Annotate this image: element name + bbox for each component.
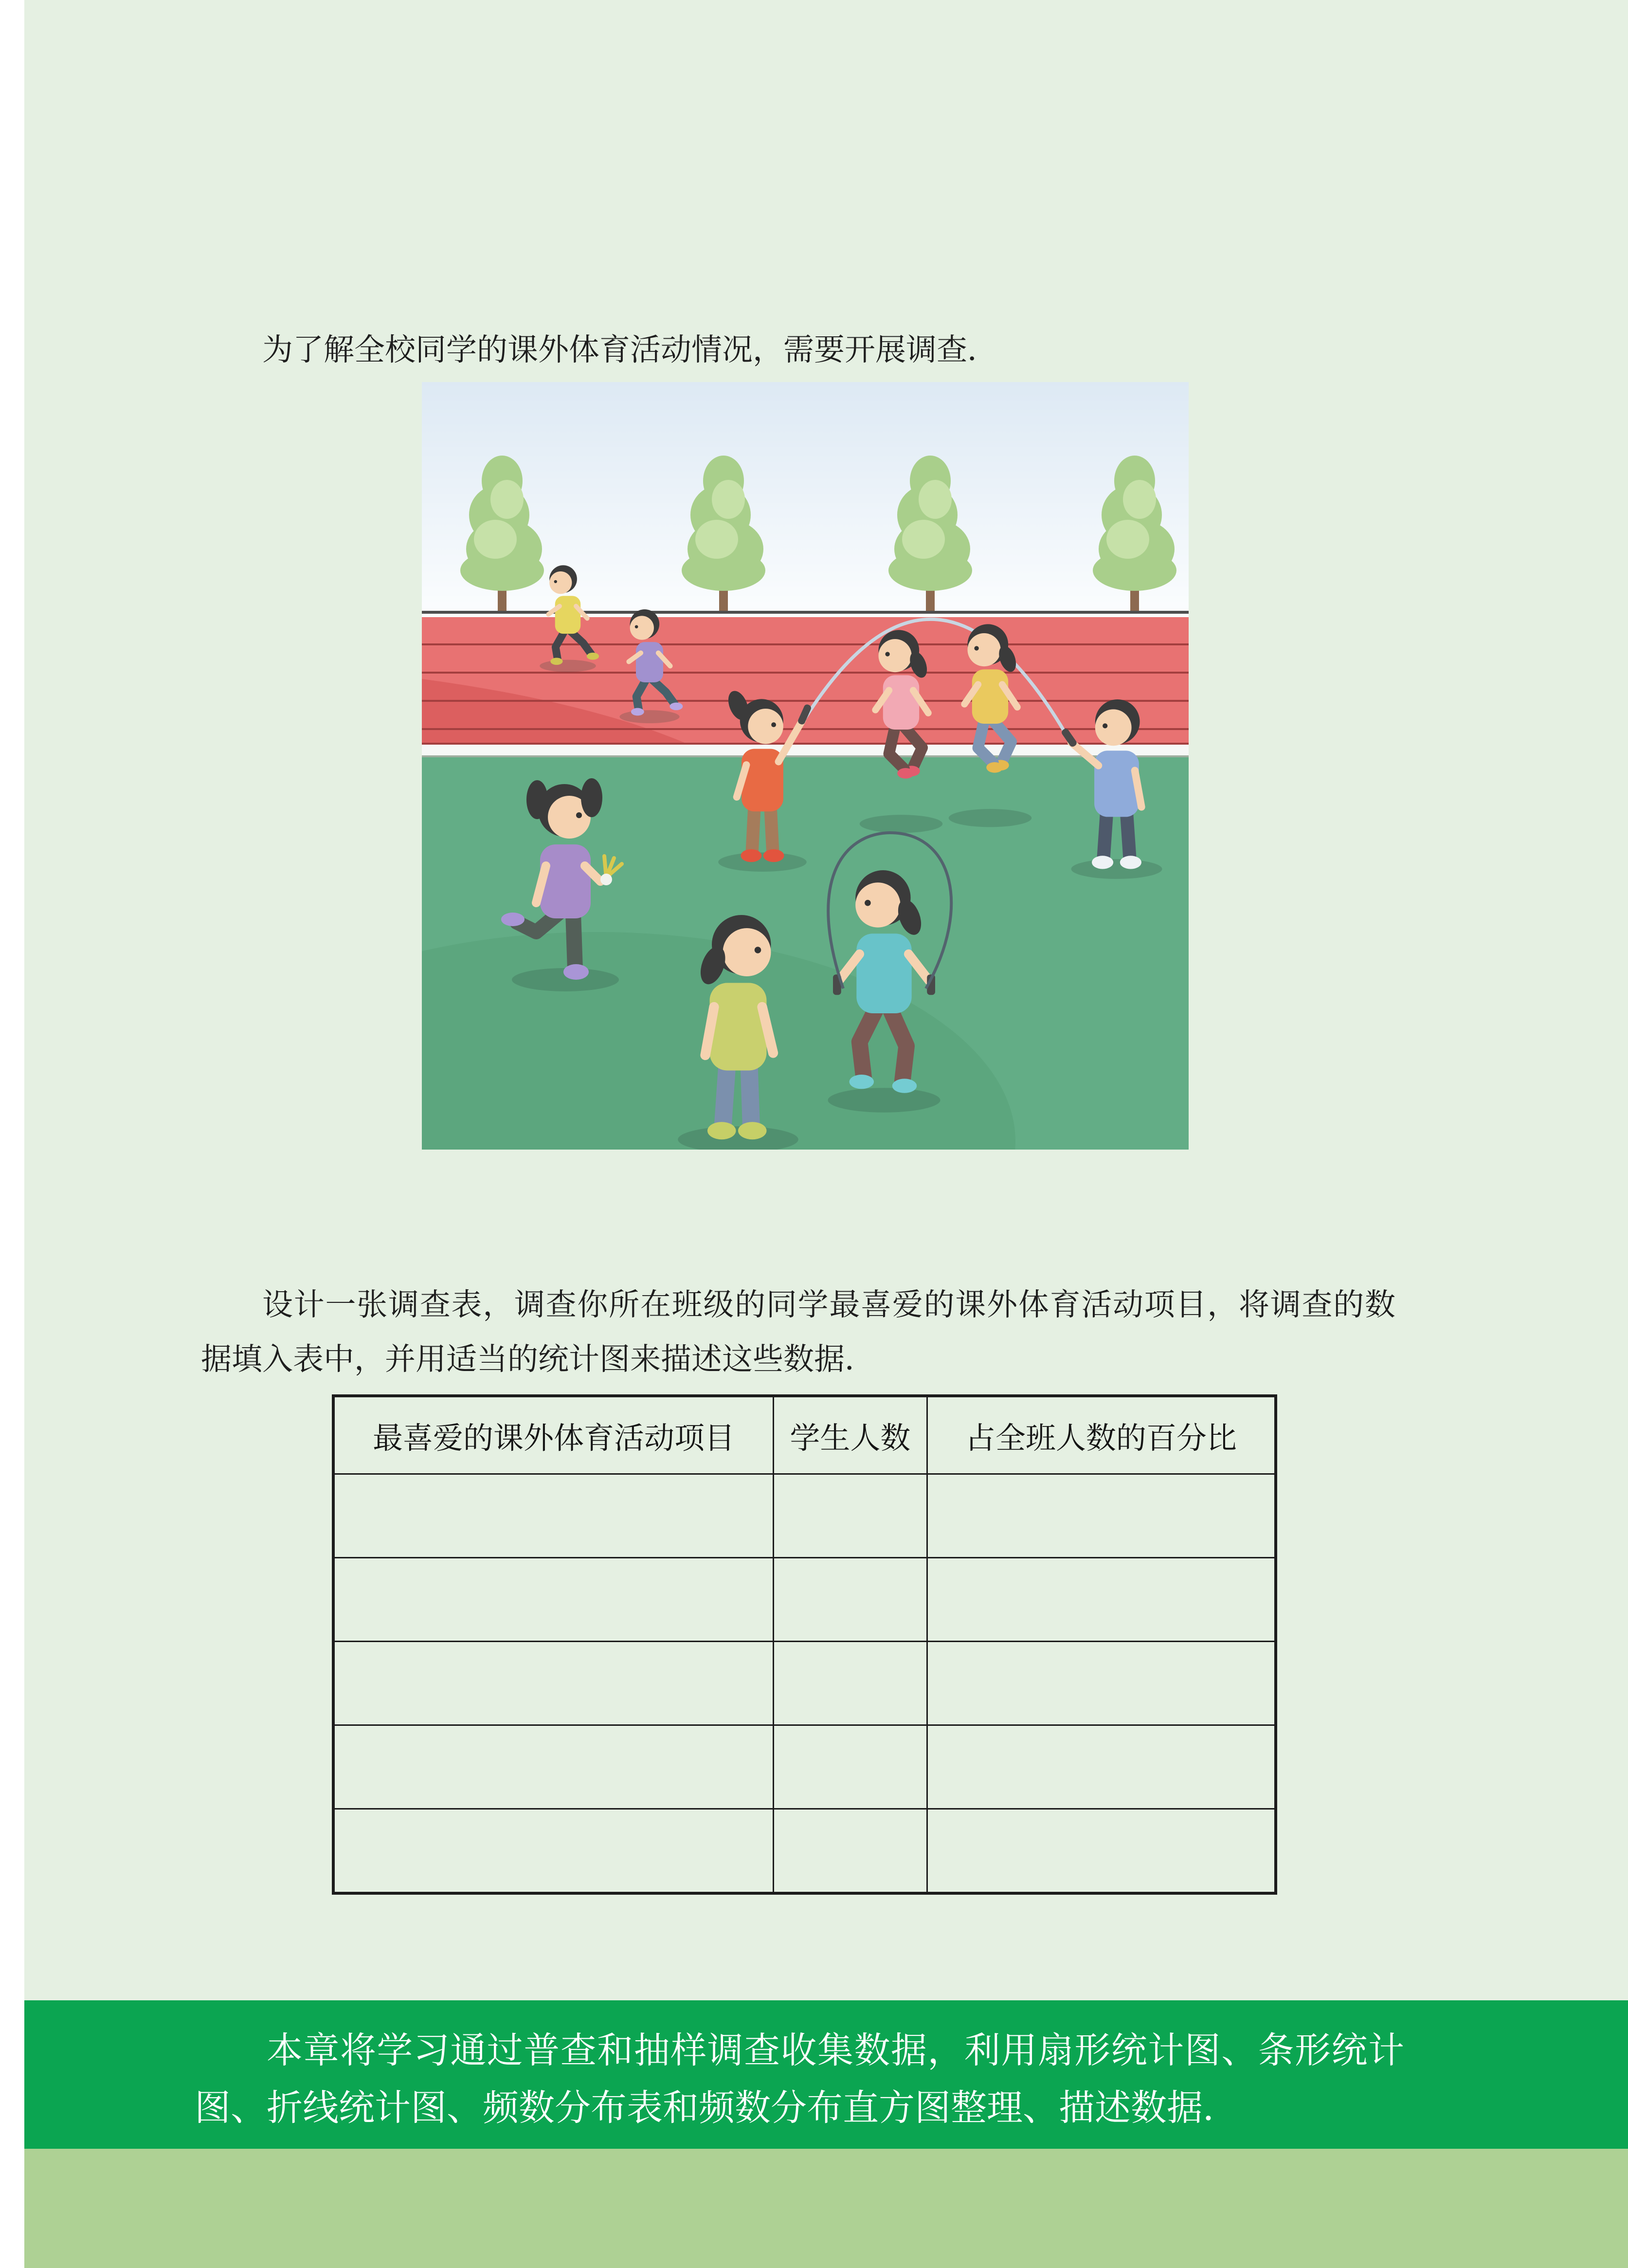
empty-table-cell — [927, 1725, 1276, 1809]
playground-illustration — [422, 382, 1189, 1150]
empty-table-cell — [333, 1642, 774, 1725]
empty-table-cell — [927, 1642, 1276, 1725]
footer-strip — [24, 2149, 1628, 2268]
table-row — [333, 1725, 1276, 1809]
table-row — [333, 1809, 1276, 1894]
chapter-summary-banner — [24, 2000, 1628, 2149]
table-row — [333, 1558, 1276, 1642]
empty-table-cell — [774, 1474, 927, 1558]
empty-table-cell — [927, 1474, 1276, 1558]
chapter-summary-text: 本章将学习通过普查和抽样调查收集数据，利用扇形统计图、条形统计图、折线统计图、频数分布表和频数分布直方图整理、描述数据． — [195, 2030, 1404, 2128]
empty-table-cell — [333, 1558, 774, 1642]
playground-scene-svg — [422, 382, 1189, 1150]
header-favorite-activity: 最喜爱的课外体育活动项目 — [333, 1396, 774, 1474]
page-left-margin — [0, 0, 24, 2268]
empty-table-cell — [774, 1809, 927, 1894]
empty-table-cell — [333, 1474, 774, 1558]
table-row — [333, 1474, 1276, 1558]
header-student-count: 学生人数 — [774, 1396, 927, 1474]
empty-table-cell — [333, 1725, 774, 1809]
header-class-percentage: 占全班人数的百分比 — [927, 1396, 1276, 1474]
table-header-row — [333, 1396, 1276, 1474]
intro-paragraph: 为了解全校同学的课外体育活动情况，需要开展调查． — [262, 333, 998, 367]
survey-table — [332, 1394, 1277, 1895]
table-row — [333, 1642, 1276, 1725]
empty-table-cell — [927, 1558, 1276, 1642]
empty-table-cell — [333, 1809, 774, 1894]
empty-table-cell — [927, 1809, 1276, 1894]
empty-table-cell — [774, 1558, 927, 1642]
task-paragraph: 设计一张调查表，调查你所在班级的同学最喜爱的课外体育活动项目，将调查的数据填入表中，并用适当的统计图来描述这些数据． — [201, 1288, 1395, 1376]
empty-table-cell — [774, 1642, 927, 1725]
empty-table-cell — [774, 1725, 927, 1809]
